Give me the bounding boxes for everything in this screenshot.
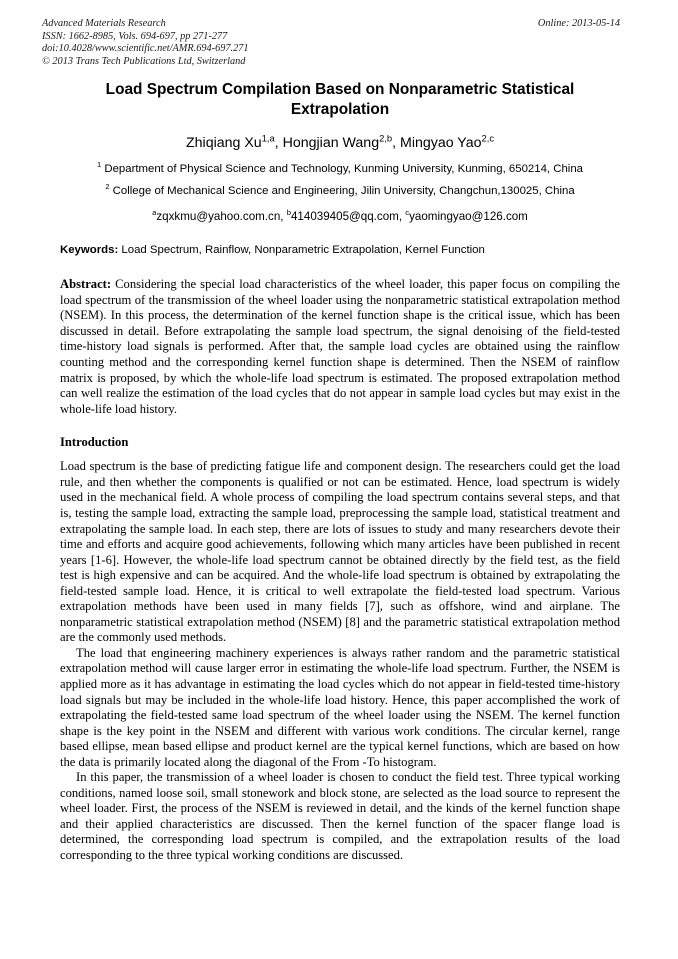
affiliation-text: College of Mechanical Science and Engineering, Jilin University, Changchun,130025, China xyxy=(109,185,575,197)
journal-header xyxy=(42,18,620,74)
section-heading: Introduction xyxy=(60,435,129,450)
email-address[interactable]: zqxkmu@yahoo.com.cn xyxy=(156,210,281,223)
abstract-block xyxy=(60,277,620,417)
author-affiliation-marker: 1,a xyxy=(261,133,275,144)
section-list xyxy=(60,434,620,863)
abstract-label: Abstract: xyxy=(60,277,112,291)
journal-online-date: Online: 2013-05-14 xyxy=(537,18,620,29)
author-name: Hongjian Wang xyxy=(282,135,380,151)
keywords-label: Keywords: xyxy=(60,244,119,256)
author-list: Zhiqiang Xu$^{1,a}$, Hongjian Wang$^{2,b}$, Mingyao Yao$^{2,c}$ xyxy=(185,133,495,151)
page-content xyxy=(42,18,620,864)
keywords-line xyxy=(60,243,620,258)
email-address[interactable]: yaomingyao@126.com xyxy=(409,210,528,223)
affiliation-line xyxy=(60,161,620,177)
page-title: Load Spectrum Compilation Based on Nonparametric Statistical Extrapolation xyxy=(105,81,575,118)
affiliation-list xyxy=(60,161,620,199)
affiliation-marker: 2 xyxy=(105,182,110,192)
author-name: Zhiqiang Xu xyxy=(185,135,262,151)
author-affiliation-marker: 2,c xyxy=(481,133,495,144)
email-address[interactable]: 414039405@qq.com xyxy=(290,210,399,223)
journal-header-left xyxy=(42,18,462,68)
affiliation-line xyxy=(60,183,620,199)
affiliation-text: Department of Physical Science and Technology, Kunming University, Kunming, 650214, China xyxy=(101,163,584,175)
body-paragraph: Load spectrum is the base of predicting fatigue life and component design. The researchers could get the load rule, and then whether the components is qualified or not can be estimated. Hence, load spectrum is widely used in the mechanical field. A whole process of compiling the load spectrum contains several steps, and that is, testing the sample load, extracting the sample load, preprocessing the sample load, statistical treatment and extrapolating the sample load. In each step, there are lots of issues to study and many researchers devote their time and efforts and acquire good achievements, following which many articles have been published in recent years [1-6]. However, the whole-life load spectrum cannot be obtained directly by the field test, as the field test is high expensive and can be acquired. And the whole-life load spectrum is obtained by extrapolating the field-tested sample load. Hence, it is critical to well extrapolate the field-tested load spectrum. Various extrapolation methods have been used in many fields [7], such as offshore, wind and airplane. The nonparametric statistical extrapolation method (NSEM) [8] and the parametric statistical extrapolation method are the commonly used methods. xyxy=(60,459,620,645)
body-paragraph: In this paper, the transmission of a wheel loader is chosen to conduct the field test. Three typical working conditions, named loose soil, small stonework and block stone, are selected as the load source to represent the wheel loader. First, the process of the NSEM is reviewed in detail, and the kinds of the kernel function shape and their applied characteristics are discussed. Then the kernel function of the spacer flange load is determined, the corresponding load spectrum is compiled, and the extrapolation results of the load corresponding to the three typical working conditions are discussed. xyxy=(60,770,620,863)
journal-name: Advanced Materials Research xyxy=(42,18,166,29)
journal-copyright: © 2013 Trans Tech Publications Ltd, Switzerland xyxy=(42,55,246,67)
journal-issn: ISSN: 1662-8985, Vols. 694-697, pp 271-277 xyxy=(42,30,228,42)
email-marker: b xyxy=(286,208,291,218)
author-affiliation-marker: 2,b xyxy=(379,133,393,144)
journal-doi: doi:10.4028/www.scientific.net/AMR.694-697.271 xyxy=(42,43,249,55)
email-marker: c xyxy=(405,208,410,218)
email-list: $^a$zqxkmu@yahoo.com.cn, $^b$414039405@qq.com, $^c$yaomingyao@126.com xyxy=(152,208,528,223)
email-marker: a xyxy=(152,208,157,218)
abstract-text: Considering the special load characteristics of the wheel loader, this paper focus on compiling the load spectrum of the transmission of the wheel loader using the nonparametric statistical extrapolation method (NSEM). In this process, the determination of the kernel function shape is the critical issue, which has been discussed in detail. Before extrapolating the sample load spectrum, the signal denoising of the field-tested time-history load signals is performed. After that, the sample load cycles are obtained using the rainflow counting method and the corresponding kernel function shape is determined. Then the NSEM of rainflow matrix is proposed, by which the whole-life load spectrum is estimated. The proposed extrapolation method can well realize the estimation of the load cycles that do not appear in sample load cycles but may exist in the whole-life load history. xyxy=(60,277,620,416)
keywords-values: Load Spectrum, Rainflow, Nonparametric Extrapolation, Kernel Function xyxy=(121,244,485,256)
affiliation-marker: 1 xyxy=(96,160,102,170)
body-paragraph: The load that engineering machinery experiences is always rather random and the parametric statistical extrapolation method will cause larger error in estimating the whole-life load spectrum. Further, the NSEM is applied more as it has advantage in estimating the load cycles which do not appear in field-tested time-history load signals but may be included in the whole-life load history. Hence, this paper accomplished the work of extrapolating the field-tested same load spectrum of the wheel loader using the NSEM. The kernel function shape is the key point in the NSEM and different with various work conditions. The circular kernel, range based ellipse, mean based ellipse and product kernel are the typical kernel functions, which are based on how the data is primarily located along the diagonal of the From -To histogram. xyxy=(60,645,620,769)
author-name: Mingyao Yao xyxy=(400,135,482,151)
